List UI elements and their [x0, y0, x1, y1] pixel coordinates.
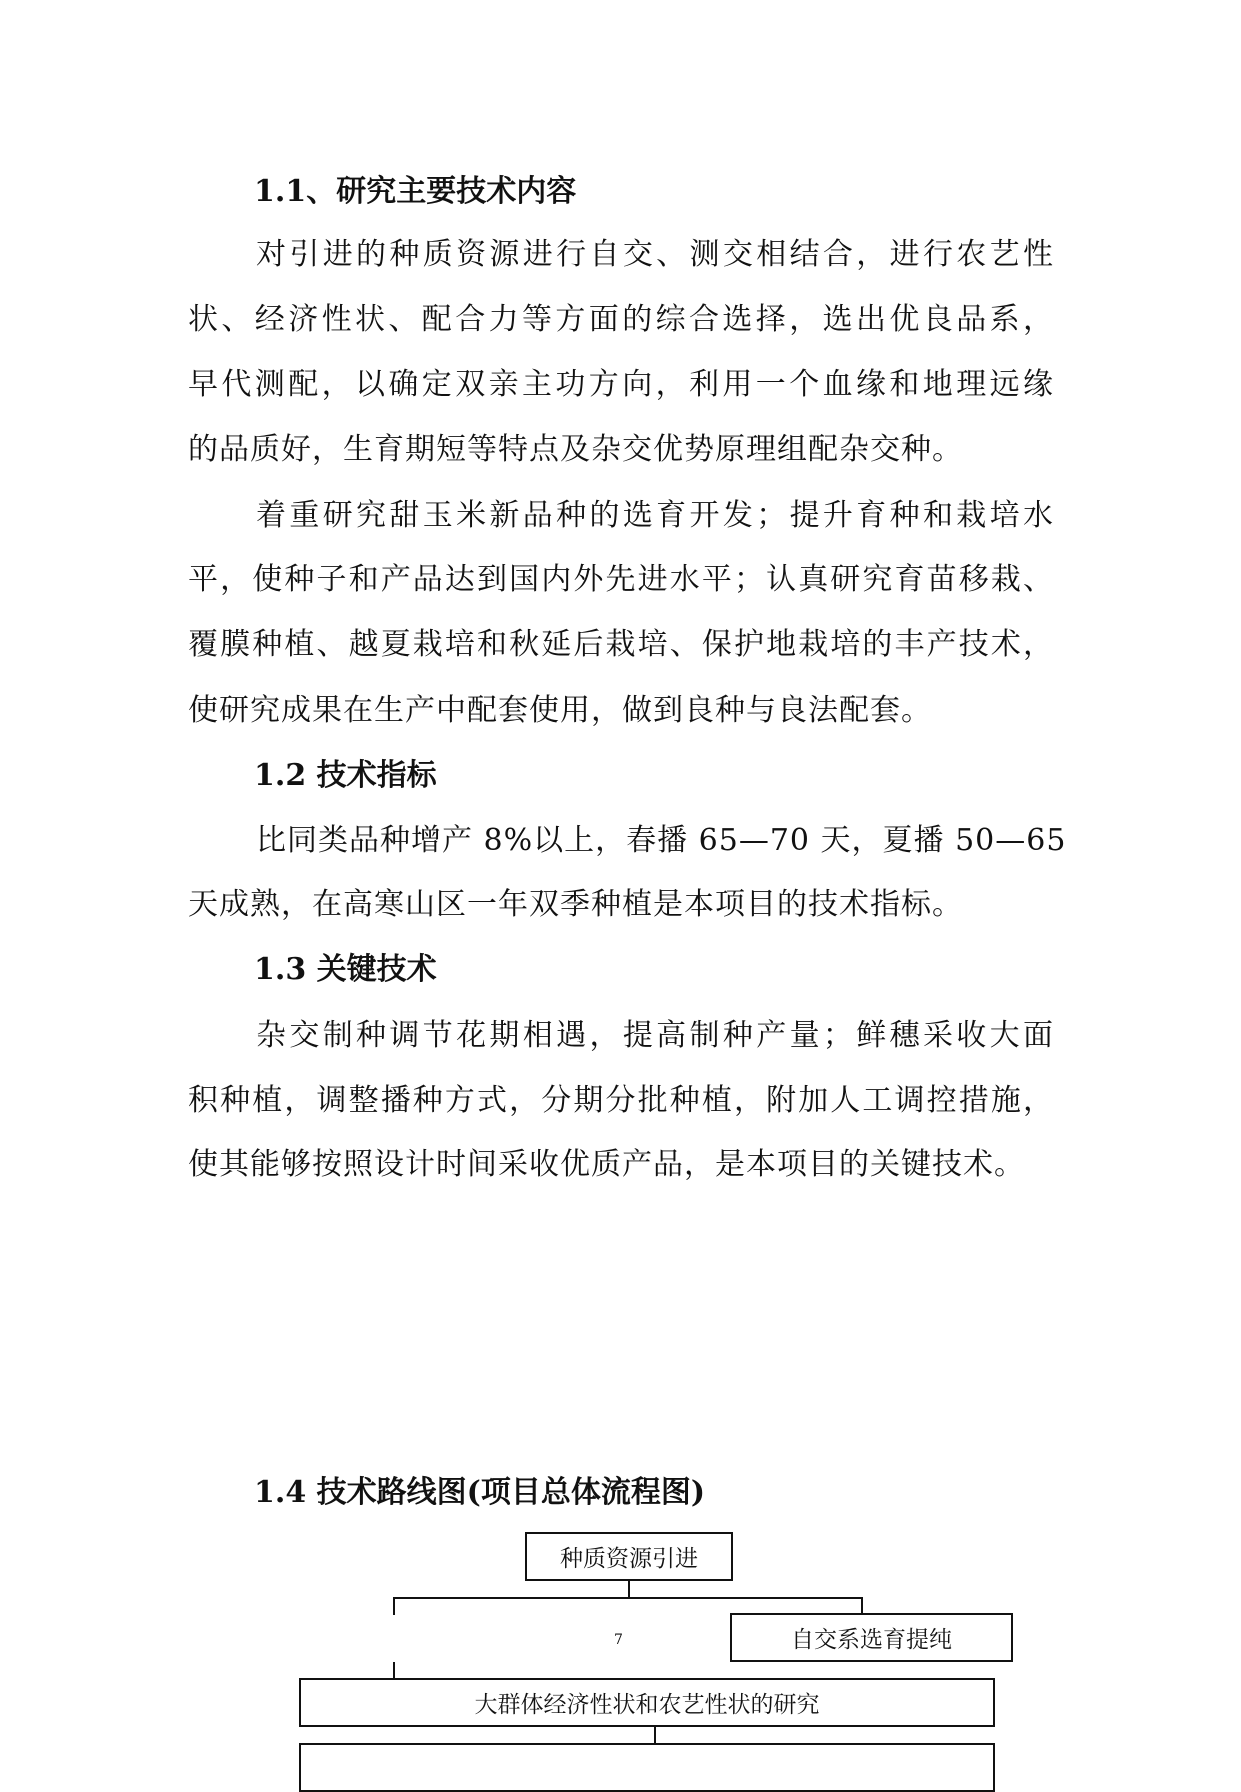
flow-box-next-step — [299, 1743, 995, 1792]
connector-line — [393, 1597, 863, 1599]
page-number: 7 — [614, 1632, 623, 1648]
paragraph-line: 使其能够按照设计时间采收优质产品，是本项目的关键技术。 — [188, 1147, 1025, 1182]
paragraph-line: 的品质好，生育期短等特点及杂交优势原理组配杂交种。 — [188, 432, 963, 467]
connector-line — [393, 1597, 395, 1615]
flow-box-population-trait-study: 大群体经济性状和农艺性状的研究 — [299, 1678, 995, 1727]
paragraph-line: 状、经济性状、配合力等方面的综合选择，选出优良品系， — [188, 302, 1054, 337]
section-1-3-heading: 1.3 关键技术 — [254, 952, 437, 987]
paragraph-line: 天成熟，在高寒山区一年双季种植是本项目的技术指标。 — [188, 887, 963, 922]
section-1-2-heading: 1.2 技术指标 — [254, 758, 437, 793]
connector-line — [861, 1597, 863, 1613]
paragraph-line: 平，使种子和产品达到国内外先进水平；认真研究育苗移栽、 — [188, 562, 1054, 597]
paragraph-line: 积种植，调整播种方式，分期分批种植，附加人工调控措施， — [188, 1083, 1054, 1118]
flow-box-germplasm-introduction: 种质资源引进 — [525, 1532, 733, 1581]
paragraph-line: 杂交制种调节花期相遇，提高制种产量；鲜穗采收大面 — [256, 1018, 1054, 1053]
paragraph-line: 覆膜种植、越夏栽培和秋延后栽培、保护地栽培的丰产技术， — [188, 627, 1054, 662]
paragraph-line: 着重研究甜玉米新品种的选育开发；提升育种和栽培水 — [256, 498, 1054, 533]
paragraph-line: 早代测配，以确定双亲主功方向，利用一个血缘和地理远缘 — [188, 367, 1054, 402]
paragraph-line: 比同类品种增产 8%以上，春播 65—70 天，夏播 50—65 — [256, 823, 1067, 858]
section-1-4-heading: 1.4 技术路线图(项目总体流程图) — [254, 1475, 706, 1510]
paragraph-line: 对引进的种质资源进行自交、测交相结合，进行农艺性 — [256, 237, 1054, 272]
section-1-1-heading: 1.1、研究主要技术内容 — [254, 174, 577, 209]
flow-box-inbred-selection: 自交系选育提纯 — [730, 1613, 1013, 1662]
paragraph-line: 使研究成果在生产中配套使用，做到良种与良法配套。 — [188, 693, 932, 728]
